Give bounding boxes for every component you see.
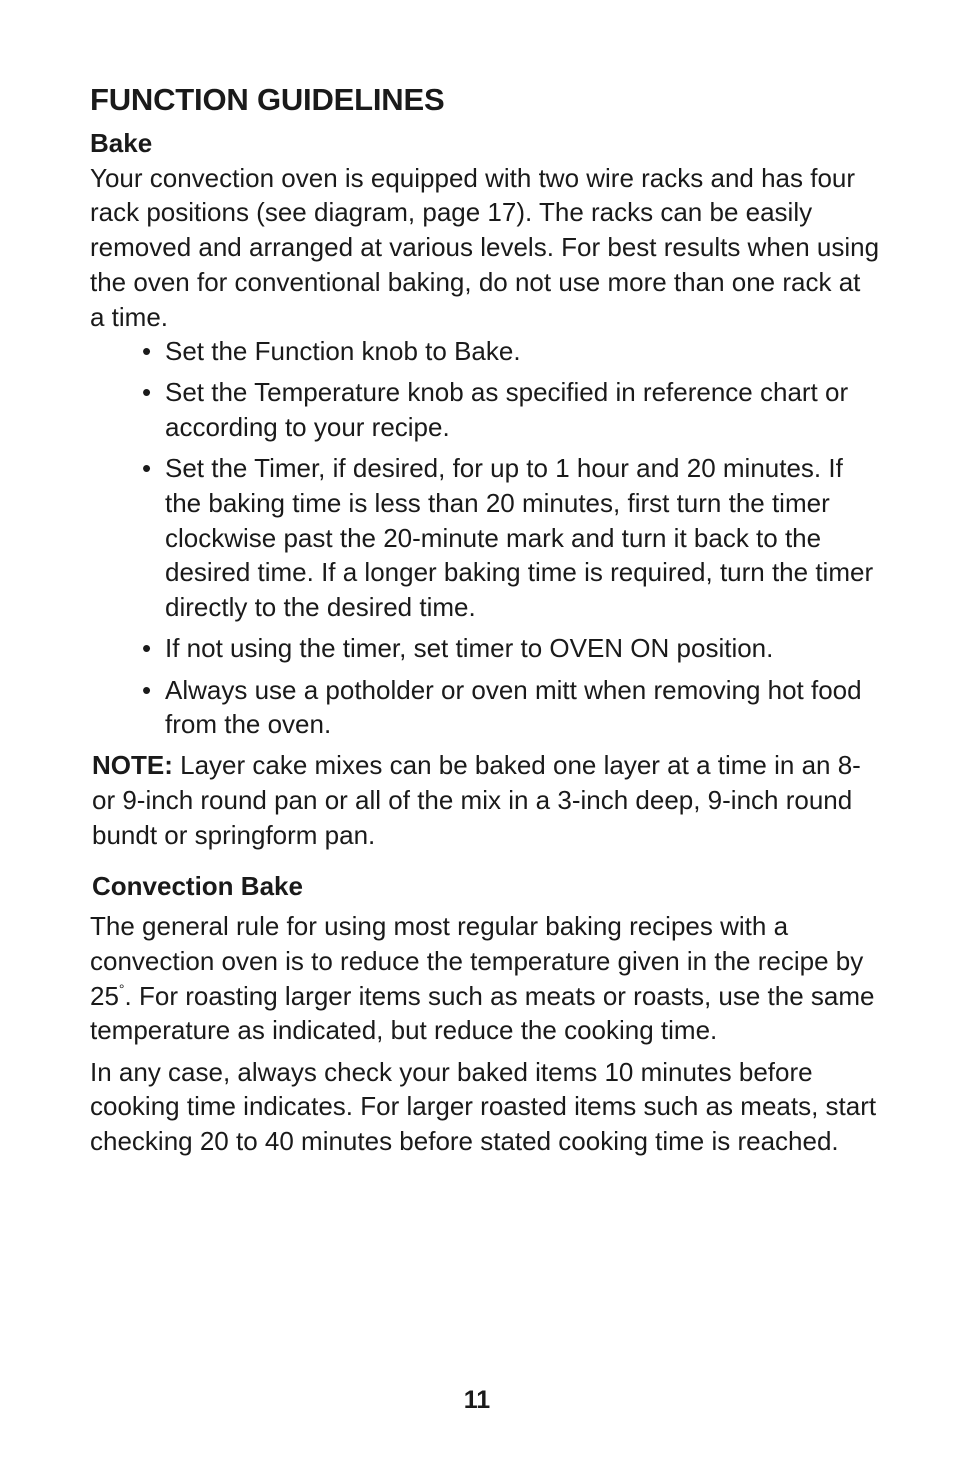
bake-step-text: If not using the timer, set timer to OVEN ON position. <box>165 633 774 664</box>
note-label: NOTE: <box>92 750 173 781</box>
convection-text-before: The general rule for using most regular baking recipes with a convection oven is to reduce the temperature given in the recipe by 25 <box>90 911 864 1011</box>
page-title: FUNCTION GUIDELINES <box>90 82 445 117</box>
bake-intro: Your convection oven is equipped with two wire racks and has four rack positions (see diagram, page 17). The racks can be easily removed and arranged at various levels. For best results when using the oven for conventional baking, do not use more than one rack at a time. <box>90 162 880 332</box>
bullet-marker: • <box>142 377 152 408</box>
bullet-marker: • <box>142 336 152 367</box>
bake-step-text: Set the Timer, if desired, for up to 1 hour and 20 minutes. If the baking time is less than 20 minutes, first turn the timer clockwise past the 20-minute mark and turn it back to the desired time. If a longer baking time is required, turn the timer directly to the desired time. <box>165 453 874 623</box>
convection-bake-paragraph-2: In any case, always check your baked items 10 minutes before cooking time indicates. For larger roasted items such as meats, start checking 20 to 40 minutes before stated cooking time is reached. <box>90 1056 877 1156</box>
bake-step-text: Set the Temperature knob as specified in reference chart or according to your recipe. <box>165 377 849 443</box>
bullet-marker: • <box>142 674 152 705</box>
bake-step <box>142 375 880 444</box>
convection-bake-heading: Convection Bake <box>92 870 303 901</box>
bullet-marker: • <box>142 633 152 664</box>
page-number: 11 <box>463 1386 491 1414</box>
bake-steps-list <box>90 334 880 742</box>
bake-heading: Bake <box>90 128 153 158</box>
bake-step-text: Always use a potholder or oven mitt when removing hot food from the oven. <box>165 674 862 740</box>
bake-note <box>92 748 880 852</box>
degree-mark: ° <box>118 980 125 997</box>
bullet-marker: • <box>142 453 152 484</box>
convection-bake-paragraph-1 <box>90 909 880 1048</box>
bake-step <box>142 673 880 742</box>
convection-text-after: . For roasting larger items such as meats or roasts, use the same temperature as indicated, but reduce the cooking time. <box>90 980 875 1046</box>
bake-step <box>142 451 880 625</box>
note-text: Layer cake mixes can be baked one layer at a time in an 8- or 9-inch round pan or all of the mix in a 3-inch deep, 9-inch round bundt or springform pan. <box>92 750 861 850</box>
bake-step <box>142 334 880 369</box>
page-content <box>90 78 880 1165</box>
bake-step <box>142 631 880 666</box>
bake-step-text: Set the Function knob to Bake. <box>165 336 521 367</box>
